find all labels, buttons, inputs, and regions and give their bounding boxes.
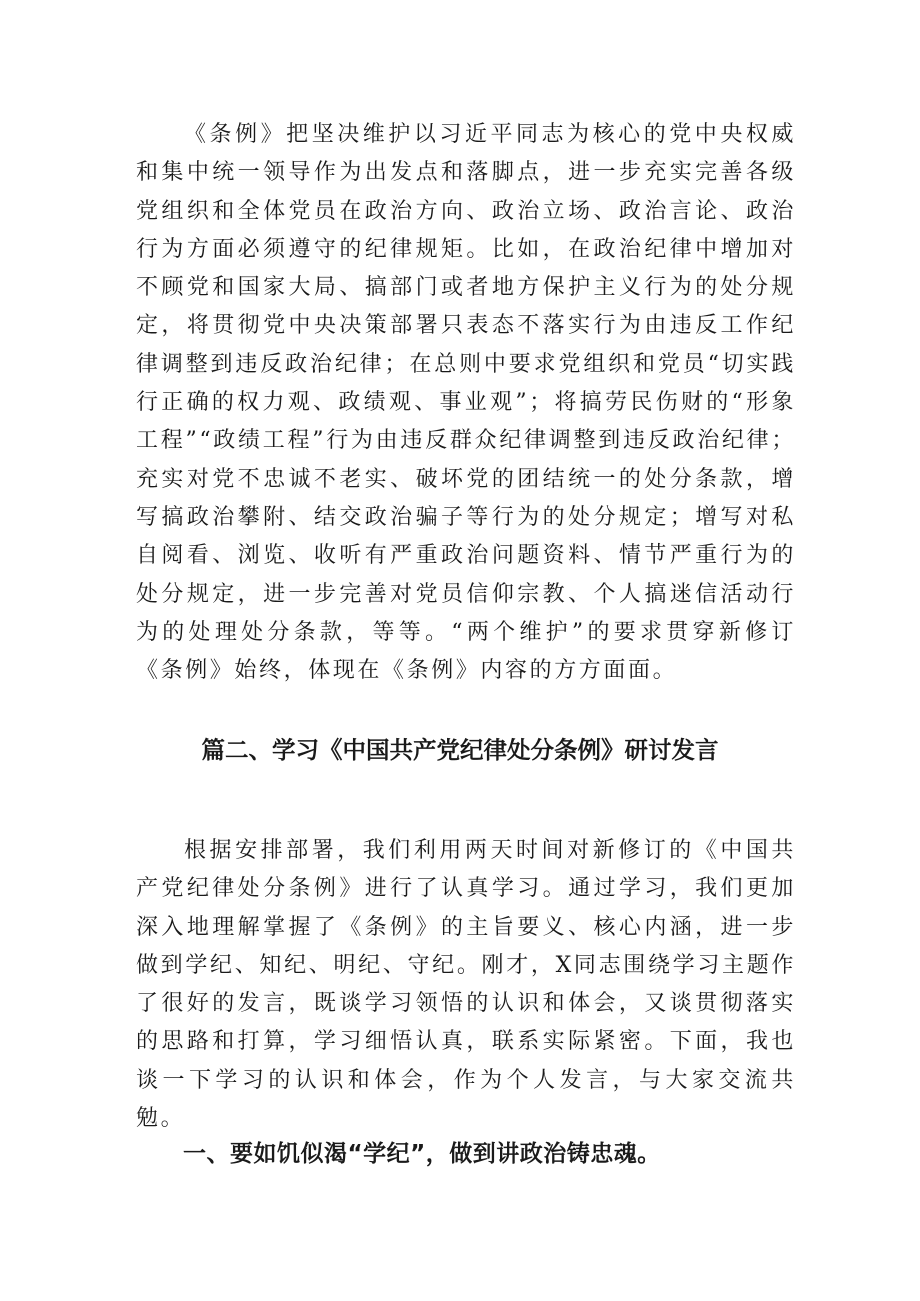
section-title: 篇二、学习《中国共产党纪律处分条例》研讨发言 [201, 736, 719, 764]
subheading-first-point: 一、要如饥似渴“学纪”，做到讲政治铸忠魂。 [183, 1141, 661, 1167]
body-paragraph-speech-intro: 根据安排部署，我们利用两天时间对新修订的《中国共产党纪律处分条例》进行了认真学习。通过学习，我们更加深入地理解掌握了《条例》的主旨要义、核心内涵，进一步做到学纪、知纪、明纪、守纪。刚才，X同志围绕学习主题作了很好的发言，既谈学习领悟的认识和体会，又谈贯彻落实的思路和打算，学习细悟认真，联系实际紧密。下面，我也谈一下学习的认识和体会，作为个人发言，与大家交流共勉。 [136, 838, 796, 1132]
body-paragraph-regulation-summary: 《条例》把坚决维护以习近平同志为核心的党中央权威和集中统一领导作为出发点和落脚点，进一步充实完善各级党组织和全体党员在政治方向、政治立场、政治言论、政治行为方面必须遵守的纪律规矩。比如，在政治纪律中增加对不顾党和国家大局、搞部门或者地方保护主义行为的处分规定，将贯彻党中央决策部署只表态不落实行为由违反工作纪律调整到违反政治纪律；在总则中要求党组织和党员“切实践行正确的权力观、政绩观、事业观”；将搞劳民伤财的“形象工程”“政绩工程”行为由违反群众纪律调整到违反政治纪律；充实对党不忠诚不老实、破坏党的团结统一的处分条款，增写搞政治攀附、结交政治骗子等行为的处分规定；增写对私自阅看、浏览、收听有严重政治问题资料、情节严重行为的处分规定，进一步完善对党员信仰宗教、个人搞迷信活动行为的处理处分条款，等等。“两个维护”的要求贯穿新修订《条例》始终，体现在《条例》内容的方方面面。 [136, 122, 796, 684]
